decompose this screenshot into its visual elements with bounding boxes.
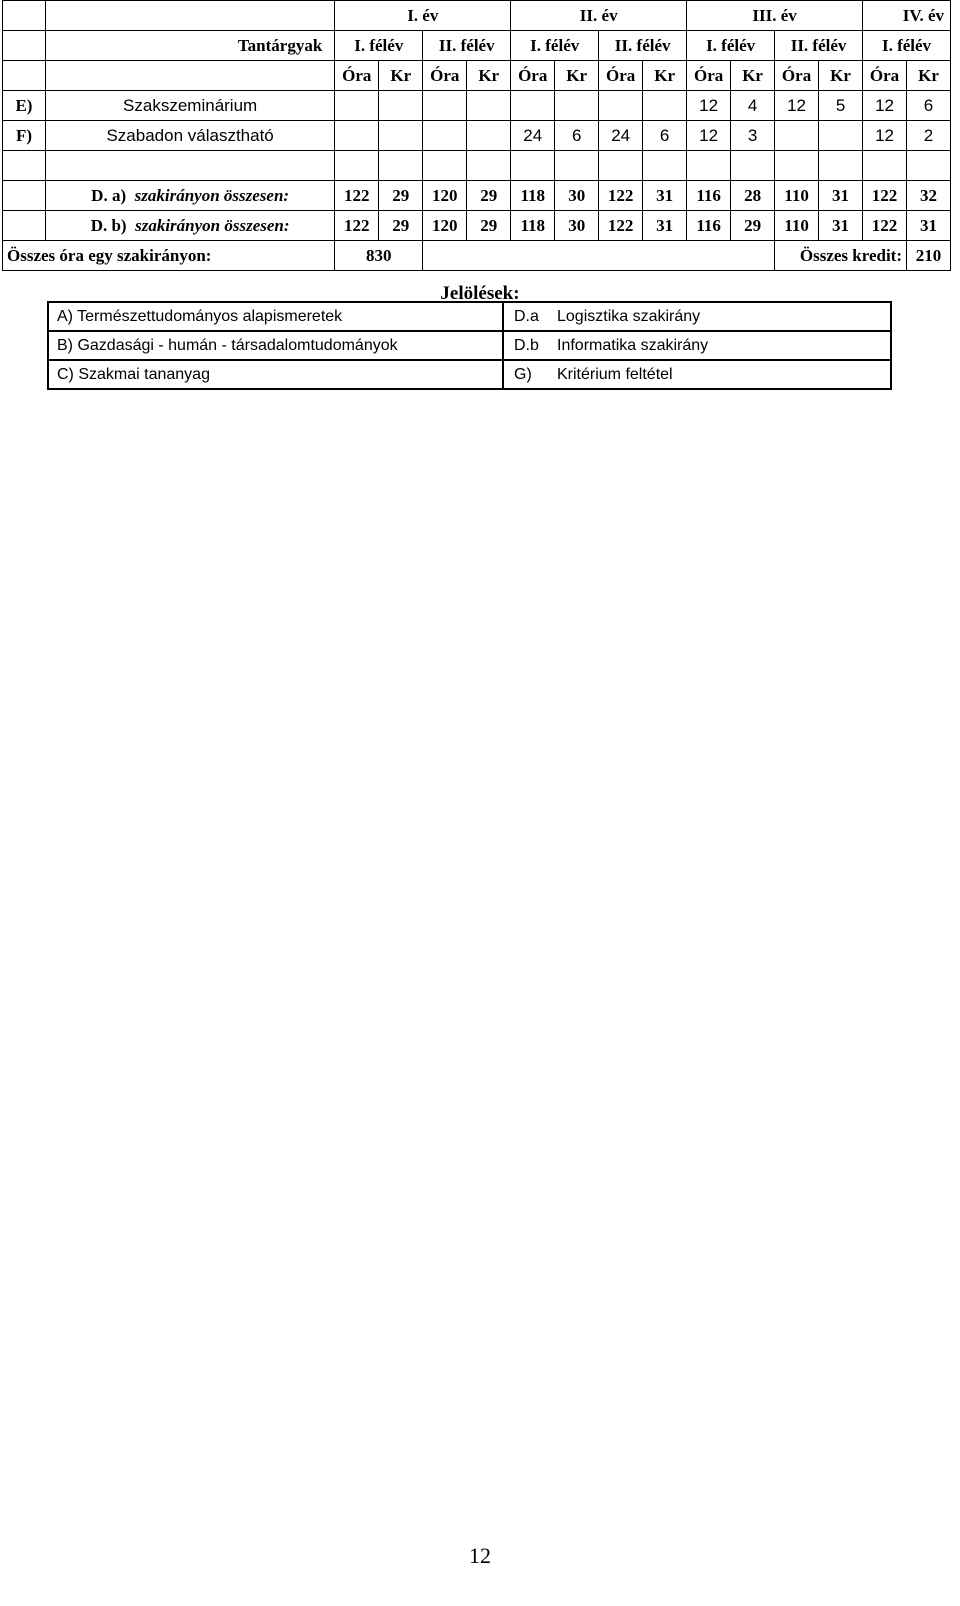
value-cell (775, 121, 819, 151)
blank-cell (599, 151, 643, 181)
year-2-header: II. év (511, 1, 687, 31)
blank-cell (863, 151, 907, 181)
subject-name: Szakszeminárium (45, 91, 334, 121)
value-cell (423, 121, 467, 151)
kr-header: Kr (643, 61, 687, 91)
value-cell (643, 91, 687, 121)
unit-header-row (3, 61, 951, 91)
year-4-header: IV. év (863, 1, 951, 31)
sum-cell: 116 (687, 211, 731, 241)
value-cell (379, 91, 423, 121)
sum-cell: 30 (555, 181, 599, 211)
total-hours-value: 830 (335, 241, 423, 271)
sum-cell: 122 (863, 211, 907, 241)
sum-cell: 29 (731, 211, 775, 241)
blank-cell (335, 151, 379, 181)
semester-header: II. félév (775, 31, 863, 61)
subject-code: E) (3, 91, 46, 121)
sum-cell: 122 (863, 181, 907, 211)
curriculum-table-wrap (2, 0, 951, 271)
semester-header: II. félév (423, 31, 511, 61)
legend-row (48, 302, 891, 331)
kr-header: Kr (555, 61, 599, 91)
legend-desc: Logisztika szakirány (549, 302, 891, 331)
semester-header: I. félév (511, 31, 599, 61)
blank-cell (45, 1, 334, 31)
page-number: 12 (469, 1543, 491, 1568)
blank-cell (687, 151, 731, 181)
value-cell: 6 (643, 121, 687, 151)
sum-cell: 118 (511, 211, 555, 241)
value-cell: 5 (819, 91, 863, 121)
blank-cell (45, 61, 334, 91)
sum-cell: 120 (423, 181, 467, 211)
semester-header: I. félév (335, 31, 423, 61)
sum-cell: 122 (599, 181, 643, 211)
total-hours-label: Összes óra egy szakirányon: (3, 241, 335, 271)
value-cell: 12 (863, 121, 907, 151)
blank-cell (379, 151, 423, 181)
legend-desc: Informatika szakirány (549, 331, 891, 360)
year-3-header: III. év (687, 1, 863, 31)
sum-text: szakirányon összesen: (135, 215, 290, 235)
ora-header: Óra (423, 61, 467, 91)
value-cell: 12 (687, 91, 731, 121)
value-cell (819, 121, 863, 151)
legend-code: D.a (503, 302, 549, 331)
ora-header: Óra (775, 61, 819, 91)
sum-cell: 122 (335, 211, 379, 241)
sum-cell: 31 (643, 181, 687, 211)
value-cell (599, 91, 643, 121)
sum-cell: 110 (775, 181, 819, 211)
subject-row (3, 121, 951, 151)
ora-header: Óra (863, 61, 907, 91)
value-cell: 24 (511, 121, 555, 151)
legend-row (48, 331, 891, 360)
legend-desc: Kritérium feltétel (549, 360, 891, 389)
value-cell: 12 (863, 91, 907, 121)
legend-row (48, 360, 891, 389)
value-cell (423, 91, 467, 121)
blank-cell (907, 151, 951, 181)
value-cell: 2 (907, 121, 951, 151)
sum-cell: 29 (379, 181, 423, 211)
semester-header: II. félév (599, 31, 687, 61)
value-cell (511, 91, 555, 121)
value-cell: 12 (687, 121, 731, 151)
blank-cell (467, 151, 511, 181)
legend-title: Jelölések: (440, 283, 520, 304)
sum-cell: 30 (555, 211, 599, 241)
sum-row (3, 181, 951, 211)
blank-cell (423, 151, 467, 181)
legend-code: G) (503, 360, 549, 389)
blank-cell (3, 211, 46, 241)
blank-cell (511, 151, 555, 181)
spacer-row (3, 151, 951, 181)
ora-header: Óra (335, 61, 379, 91)
sum-cell: 28 (731, 181, 775, 211)
sum-cell: 31 (643, 211, 687, 241)
sum-cell: 122 (335, 181, 379, 211)
blank-cell (643, 151, 687, 181)
year-header-row (3, 1, 951, 31)
year-1-header: I. év (335, 1, 511, 31)
sum-label (45, 181, 334, 211)
kr-header: Kr (467, 61, 511, 91)
sum-cell: 32 (907, 181, 951, 211)
kr-header: Kr (819, 61, 863, 91)
sum-cell: 118 (511, 181, 555, 211)
semester-header: I. félév (687, 31, 775, 61)
total-credits-value: 210 (907, 241, 951, 271)
legend-table (47, 301, 892, 390)
blank-cell (423, 241, 775, 271)
value-cell: 6 (555, 121, 599, 151)
legend-left: B) Gazdasági - humán - társadalomtudományok (48, 331, 503, 360)
value-cell (335, 91, 379, 121)
totals-row (3, 241, 951, 271)
total-credits-label: Összes kredit: (775, 241, 907, 271)
subject-code: F) (3, 121, 46, 151)
semester-header: I. félév (863, 31, 951, 61)
value-cell: 24 (599, 121, 643, 151)
sum-cell: 116 (687, 181, 731, 211)
sum-prefix: D. a) (91, 185, 127, 205)
blank-cell (775, 151, 819, 181)
value-cell (467, 121, 511, 151)
corner-cell (3, 61, 46, 91)
corner-cell (3, 1, 46, 31)
sum-cell: 29 (467, 211, 511, 241)
ora-header: Óra (511, 61, 555, 91)
sum-label (45, 211, 334, 241)
value-cell: 4 (731, 91, 775, 121)
sum-cell: 29 (467, 181, 511, 211)
blank-cell (555, 151, 599, 181)
sum-cell: 120 (423, 211, 467, 241)
value-cell: 12 (775, 91, 819, 121)
sum-cell: 31 (819, 211, 863, 241)
blank-cell (3, 181, 46, 211)
sum-cell: 122 (599, 211, 643, 241)
legend-left: A) Természettudományos alapismeretek (48, 302, 503, 331)
value-cell: 3 (731, 121, 775, 151)
value-cell (379, 121, 423, 151)
kr-header: Kr (731, 61, 775, 91)
ora-header: Óra (687, 61, 731, 91)
kr-header: Kr (907, 61, 951, 91)
value-cell (335, 121, 379, 151)
value-cell: 6 (907, 91, 951, 121)
sum-text: szakirányon összesen: (134, 185, 290, 205)
blank-cell (731, 151, 775, 181)
curriculum-table (2, 0, 951, 271)
blank-cell (3, 151, 46, 181)
sum-prefix: D. b) (90, 215, 127, 235)
sum-cell: 31 (819, 181, 863, 211)
semester-header-row (3, 31, 951, 61)
blank-cell (819, 151, 863, 181)
legend-code: D.b (503, 331, 549, 360)
legend-left: C) Szakmai tananyag (48, 360, 503, 389)
value-cell (467, 91, 511, 121)
sum-cell: 110 (775, 211, 819, 241)
kr-header: Kr (379, 61, 423, 91)
sum-row (3, 211, 951, 241)
subject-row (3, 91, 951, 121)
corner-cell (3, 31, 46, 61)
subjects-header: Tantárgyak (45, 31, 334, 61)
sum-cell: 29 (379, 211, 423, 241)
sum-cell: 31 (907, 211, 951, 241)
subject-name: Szabadon választható (45, 121, 334, 151)
ora-header: Óra (599, 61, 643, 91)
blank-cell (45, 151, 334, 181)
value-cell (555, 91, 599, 121)
